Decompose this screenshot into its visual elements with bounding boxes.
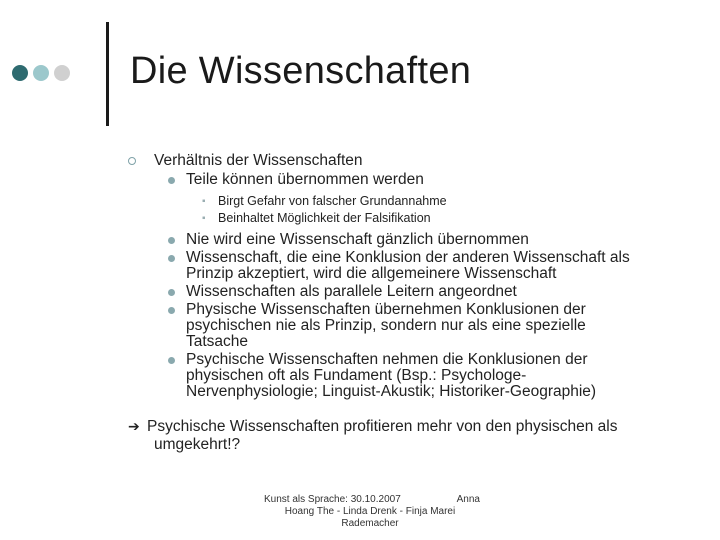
footer-line: Rademacher — [341, 518, 399, 529]
footer-line: Hoang The - Linda Drenk - Finja Marei — [284, 506, 456, 517]
footer-right: Anna — [456, 494, 480, 505]
sub-bullet-line: Teile können übernommen werden — [186, 171, 424, 188]
sub-sub-bullet-text: Beinhaltet Möglichkeit der Falsifikation — [218, 211, 431, 225]
dot-bullet-icon — [168, 307, 175, 314]
small-dot-icon: ▪ — [202, 213, 206, 224]
dot-bullet-icon — [168, 177, 175, 184]
sub-bullet-line: Wissenschaften als parallele Leitern angeordnet — [186, 283, 517, 300]
decorative-dots — [12, 65, 70, 81]
sub-bullet-line: Psychische Wissenschaften nehmen die Konklusionen der — [186, 351, 588, 368]
dot-light — [54, 65, 70, 81]
sub-bullet-line: psychischen nie als Prinzip, sondern nur als eine spezielle — [186, 317, 586, 334]
sub-bullet-4 — [128, 284, 688, 300]
bullet-level1 — [128, 152, 688, 170]
sub-bullet-line: Tatsache — [186, 333, 249, 350]
dot-bullet-icon — [168, 357, 175, 364]
sub-sub-bullet-1 — [128, 193, 688, 209]
sub-sub-bullet-text: Birgt Gefahr von falscher Grundannahme — [218, 194, 447, 208]
title-divider — [106, 22, 109, 126]
dot-dark — [12, 65, 28, 81]
sub-sub-bullet-2 — [128, 210, 688, 226]
bullet-text: Verhältnis der Wissenschaften — [154, 152, 363, 169]
dot-bullet-icon — [168, 237, 175, 244]
sub-bullet-line: physischen oft als Fundament (Bsp.: Psychologe- — [186, 367, 527, 384]
sub-bullet-line: Nie wird eine Wissenschaft gänzlich übernommen — [186, 231, 529, 248]
dot-mid — [33, 65, 49, 81]
sub-bullet-1 — [128, 172, 688, 188]
sub-bullet-2 — [128, 232, 688, 248]
slide-title: Die Wissenschaften — [130, 50, 472, 92]
sub-bullet-5 — [128, 302, 688, 350]
arrow-icon: ➔ — [128, 419, 140, 435]
slide-content — [128, 152, 688, 400]
sub-bullet-line: Wissenschaft, die eine Konklusion der anderen Wissenschaft als — [186, 249, 630, 266]
conclusion-line: umgekehrt!? — [154, 436, 241, 453]
conclusion — [128, 418, 688, 454]
sub-bullet-6 — [128, 352, 688, 400]
sub-bullet-line: Physische Wissenschaften übernehmen Konklusionen der — [186, 301, 586, 318]
footer — [250, 494, 490, 530]
sub-bullet-line: Prinzip akzeptiert, wird die allgemeinere Wissenschaft — [186, 265, 557, 282]
dot-bullet-icon — [168, 289, 175, 296]
sub-bullet-line: Nervenphysiologie; Linguist-Akustik; Historiker-Geographie) — [186, 383, 597, 400]
dot-bullet-icon — [168, 255, 175, 262]
conclusion-line: Psychische Wissenschaften profitieren mehr von den physischen als — [147, 418, 618, 435]
ring-bullet-icon — [128, 157, 136, 165]
small-dot-icon: ▪ — [202, 196, 206, 207]
footer-left: Kunst als Sprache: 30.10.2007 — [264, 494, 401, 505]
sub-bullet-3 — [128, 250, 688, 282]
